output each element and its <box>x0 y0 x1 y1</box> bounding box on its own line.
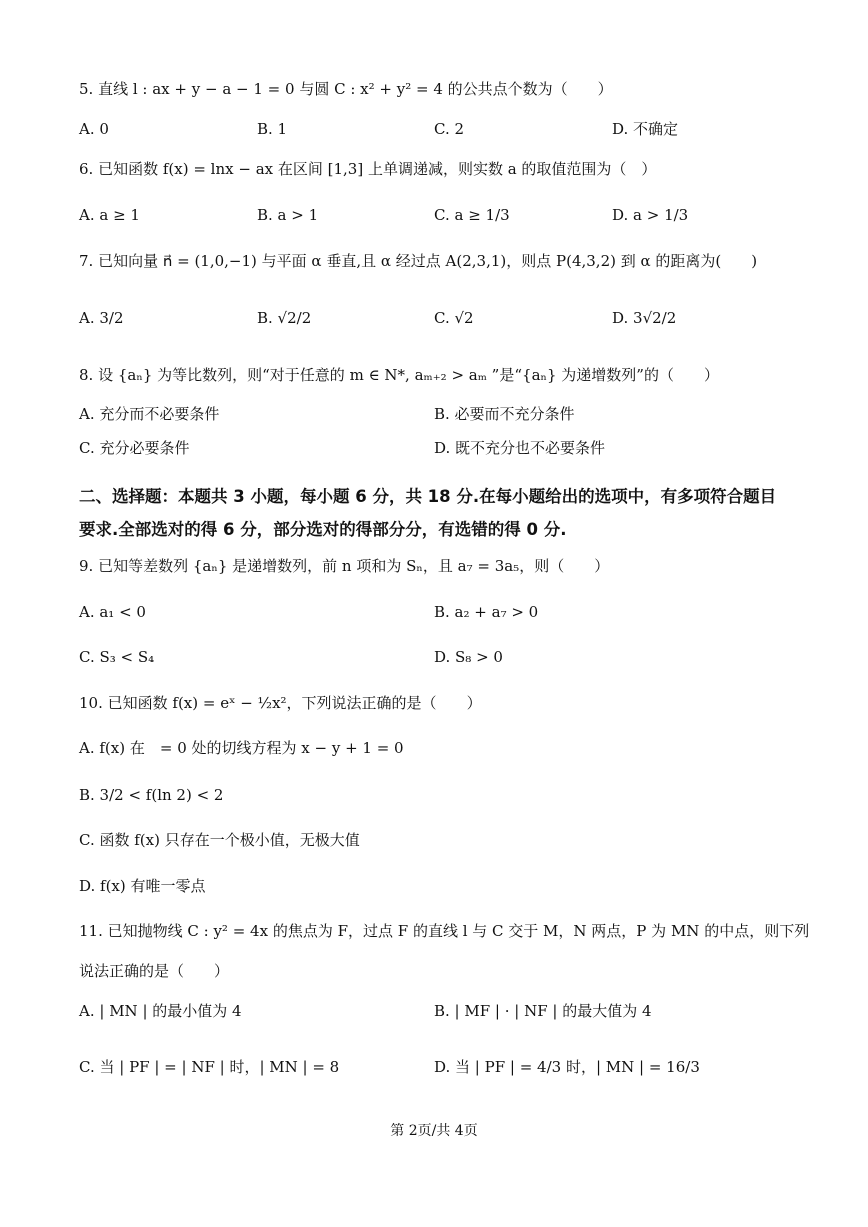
q10-option-a: A. f(x) 在 = 0 处的切线方程为 x − y + 1 = 0 <box>79 739 404 757</box>
q6-option-d: D. a > 1/3 <box>612 206 689 224</box>
q7-option-c: C. √2 <box>434 309 474 327</box>
q7-option-b: B. √2/2 <box>257 309 312 327</box>
q5-option-b: B. 1 <box>257 120 288 138</box>
q5-option-c: C. 2 <box>434 120 465 138</box>
q9-stem: 9. 已知等差数列 {aₙ} 是递增数列，前 n 项和为 Sₙ，且 a₇ = 3a₅，则（ ） <box>79 557 610 575</box>
q5-option-a: A. 0 <box>79 120 109 138</box>
q10-option-d: D. f(x) 有唯一零点 <box>79 877 206 895</box>
q11-stem: 11. 已知抛物线 C : y² = 4x 的焦点为 F，过点 F 的直线 l 与 C 交于 M，N 两点，P 为 MN 的中点，则下列 <box>79 922 810 940</box>
q9-option-d: D. S₈ > 0 <box>434 648 503 666</box>
q11-option-b: B. | MF | · | NF | 的最大值为 4 <box>434 1002 652 1020</box>
q11-option-c: C. 当 | PF | = | NF | 时，| MN | = 8 <box>79 1058 340 1076</box>
section-2-heading-cont: 要求.全部选对的得 6 分，部分选对的得部分分，有选错的得 0 分. <box>79 520 567 539</box>
q7-option-a: A. 3/2 <box>79 309 124 327</box>
q5-stem: 5. 直线 l : ax + y − a − 1 = 0 与圆 C : x² + y² = 4 的公共点个数为（ ） <box>79 80 613 98</box>
q10-stem: 10. 已知函数 f(x) = eˣ − ½x²，下列说法正确的是（ ） <box>79 694 482 712</box>
q11-stem-cont: 说法正确的是（ ） <box>79 962 230 980</box>
q7-stem: 7. 已知向量 n⃗ = (1,0,−1) 与平面 α 垂直,且 α 经过点 A(2,3,1)，则点 P(4,3,2) 到 α 的距离为( ) <box>79 252 758 270</box>
q6-option-c: C. a ≥ 1/3 <box>434 206 510 224</box>
q8-option-c: C. 充分必要条件 <box>79 439 190 457</box>
q11-option-d: D. 当 | PF | = 4/3 时，| MN | = 16/3 <box>434 1058 700 1076</box>
q6-option-a: A. a ≥ 1 <box>79 206 140 224</box>
q8-option-d: D. 既不充分也不必要条件 <box>434 439 606 457</box>
q9-option-c: C. S₃ < S₄ <box>79 648 155 666</box>
q9-option-b: B. a₂ + a₇ > 0 <box>434 603 539 621</box>
q9-option-a: A. a₁ < 0 <box>79 603 146 621</box>
q6-stem: 6. 已知函数 f(x) = lnx − ax 在区间 [1,3] 上单调递减，则实数 a 的取值范围为（ ） <box>79 160 657 178</box>
q8-option-b: B. 必要而不充分条件 <box>434 405 575 423</box>
q10-option-b: B. 3/2 < f(ln 2) < 2 <box>79 786 224 804</box>
section-2-heading: 二、选择题：本题共 3 小题，每小题 6 分，共 18 分.在每小题给出的选项中，有多项符合题目 <box>79 487 777 506</box>
q8-option-a: A. 充分而不必要条件 <box>79 405 220 423</box>
q5-option-d: D. 不确定 <box>612 120 679 138</box>
q7-option-d: D. 3√2/2 <box>612 309 677 327</box>
q8-stem: 8. 设 {aₙ} 为等比数列，则“对于任意的 m ∈ N*, aₘ₊₂ > aₘ ”是“{aₙ} 为递增数列”的（ ） <box>79 366 719 384</box>
q6-option-b: B. a > 1 <box>257 206 319 224</box>
q10-option-c: C. 函数 f(x) 只存在一个极小值，无极大值 <box>79 831 360 849</box>
page-number: 第 2页/共 4页 <box>390 1123 478 1139</box>
q11-option-a: A. | MN | 的最小值为 4 <box>79 1002 242 1020</box>
